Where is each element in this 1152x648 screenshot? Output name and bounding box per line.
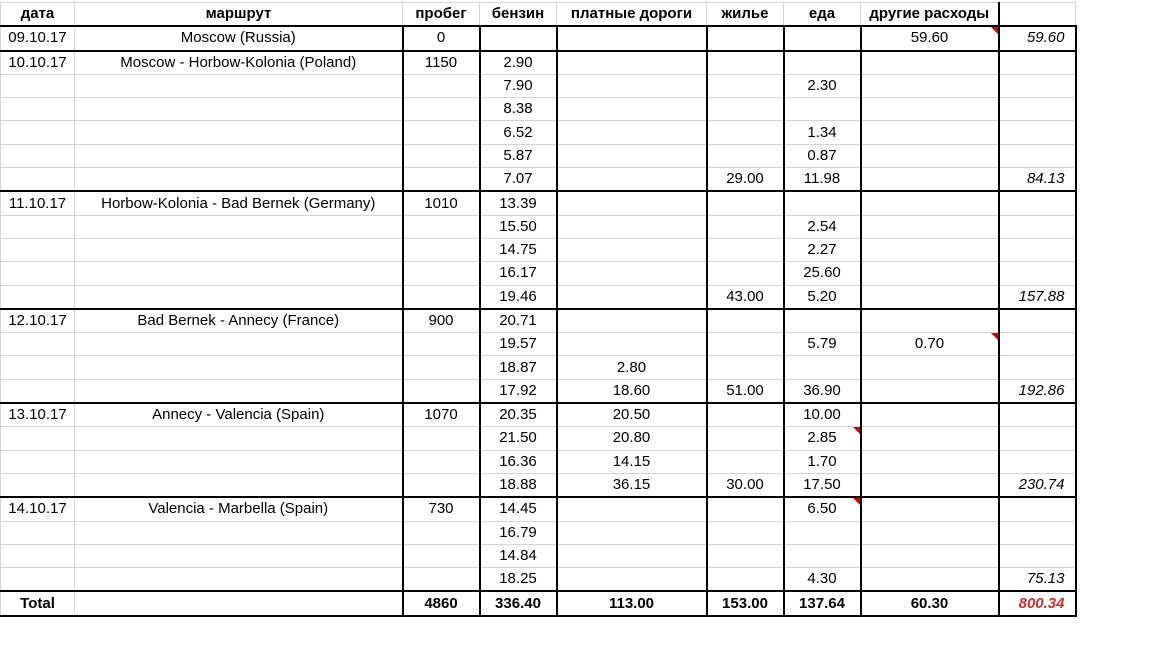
table-row (1, 144, 1076, 167)
mileage-cell[interactable]: 0 (403, 26, 480, 50)
other-cell[interactable] (861, 521, 999, 544)
tolls-cell[interactable] (557, 121, 707, 144)
route-cell[interactable]: Bad Bernek - Annecy (France) (75, 309, 403, 333)
food-cell[interactable]: 2.27 (784, 238, 861, 261)
fuel-cell[interactable]: 18.25 (480, 568, 557, 592)
housing-cell[interactable] (707, 238, 784, 261)
fuel-cell[interactable]: 6.52 (480, 121, 557, 144)
food-cell[interactable]: 2.30 (784, 74, 861, 97)
tolls-cell[interactable] (557, 262, 707, 285)
food-cell[interactable]: 25.60 (784, 262, 861, 285)
housing-cell[interactable] (707, 121, 784, 144)
other-cell[interactable] (861, 379, 999, 403)
date-cell[interactable] (1, 98, 75, 121)
other-cell[interactable] (861, 356, 999, 379)
other-cell[interactable] (861, 74, 999, 97)
tolls-cell[interactable]: 36.15 (557, 473, 707, 497)
day-sum-cell[interactable] (999, 215, 1076, 238)
food-cell[interactable]: 5.79 (784, 333, 861, 356)
fuel-cell[interactable]: 2.90 (480, 51, 557, 75)
food-cell[interactable]: 36.90 (784, 379, 861, 403)
date-cell[interactable] (1, 121, 75, 144)
day-sum-cell[interactable] (999, 497, 1076, 521)
table-row (1, 427, 1076, 450)
mileage-cell[interactable] (403, 568, 480, 592)
food-cell[interactable]: 6.50 (784, 497, 861, 521)
fuel-cell[interactable]: 19.46 (480, 285, 557, 309)
table-row (1, 450, 1076, 473)
route-cell[interactable]: Moscow (Russia) (75, 26, 403, 50)
comment-marker-icon[interactable] (853, 498, 860, 505)
mileage-cell[interactable] (403, 521, 480, 544)
mileage-cell[interactable] (403, 544, 480, 567)
housing-cell[interactable] (707, 144, 784, 167)
mileage-cell[interactable] (403, 168, 480, 192)
date-cell[interactable]: 10.10.17 (1, 51, 75, 75)
day-sum-cell[interactable] (999, 403, 1076, 427)
route-cell[interactable] (75, 333, 403, 356)
date-cell[interactable] (1, 356, 75, 379)
food-cell[interactable] (784, 309, 861, 333)
tolls-cell[interactable] (557, 191, 707, 215)
date-cell[interactable] (1, 262, 75, 285)
header-housing[interactable]: жилье (707, 3, 784, 27)
date-cell[interactable] (1, 333, 75, 356)
date-cell[interactable] (1, 450, 75, 473)
route-cell[interactable] (75, 521, 403, 544)
other-cell[interactable]: 59.60 (861, 26, 999, 50)
day-sum-cell[interactable] (999, 356, 1076, 379)
mileage-cell[interactable] (403, 285, 480, 309)
route-cell[interactable] (75, 215, 403, 238)
food-cell[interactable] (784, 191, 861, 215)
mileage-cell[interactable]: 1150 (403, 51, 480, 75)
food-cell[interactable] (784, 356, 861, 379)
day-sum-cell[interactable]: 75.13 (999, 568, 1076, 592)
day-sum-cell[interactable]: 230.74 (999, 473, 1076, 497)
day-sum-cell[interactable] (999, 309, 1076, 333)
mileage-cell[interactable] (403, 450, 480, 473)
header-row (1, 3, 1076, 27)
food-cell[interactable] (784, 544, 861, 567)
route-cell[interactable] (75, 568, 403, 592)
table-row (1, 356, 1076, 379)
total-other[interactable]: 60.30 (861, 591, 999, 615)
mileage-cell[interactable] (403, 427, 480, 450)
tolls-cell[interactable] (557, 333, 707, 356)
fuel-cell[interactable]: 20.71 (480, 309, 557, 333)
date-cell[interactable]: 09.10.17 (1, 26, 75, 50)
other-cell[interactable] (861, 238, 999, 261)
mileage-cell[interactable] (403, 356, 480, 379)
route-cell[interactable] (75, 262, 403, 285)
mileage-cell[interactable] (403, 473, 480, 497)
other-cell[interactable] (861, 215, 999, 238)
food-cell[interactable]: 10.00 (784, 403, 861, 427)
other-cell[interactable] (861, 51, 999, 75)
other-cell[interactable] (861, 403, 999, 427)
grand-total[interactable]: 800.34 (999, 591, 1076, 615)
total-food[interactable]: 137.64 (784, 591, 861, 615)
tolls-cell[interactable] (557, 285, 707, 309)
sheet-body (1, 26, 1076, 591)
other-cell[interactable] (861, 568, 999, 592)
tolls-cell[interactable] (557, 521, 707, 544)
table-row (1, 521, 1076, 544)
table-row (1, 74, 1076, 97)
table-row (1, 285, 1076, 309)
housing-cell[interactable] (707, 98, 784, 121)
day-sum-cell[interactable] (999, 144, 1076, 167)
route-cell[interactable] (75, 285, 403, 309)
day-sum-cell[interactable] (999, 427, 1076, 450)
tolls-cell[interactable] (557, 51, 707, 75)
table-row (1, 168, 1076, 192)
header-date[interactable]: дата (1, 3, 75, 27)
route-cell[interactable] (75, 98, 403, 121)
table-row (1, 309, 1076, 333)
mileage-cell[interactable] (403, 98, 480, 121)
food-cell[interactable]: 4.30 (784, 568, 861, 592)
date-cell[interactable] (1, 568, 75, 592)
housing-cell[interactable] (707, 333, 784, 356)
table-row (1, 121, 1076, 144)
food-cell[interactable]: 2.54 (784, 215, 861, 238)
tolls-cell[interactable] (557, 168, 707, 192)
header-mileage[interactable]: пробег (403, 3, 480, 27)
date-cell[interactable] (1, 238, 75, 261)
comment-marker-icon[interactable] (991, 27, 998, 34)
route-cell[interactable]: Annecy - Valencia (Spain) (75, 403, 403, 427)
other-cell[interactable] (861, 144, 999, 167)
other-cell[interactable] (861, 497, 999, 521)
route-cell[interactable] (75, 121, 403, 144)
route-cell[interactable] (75, 379, 403, 403)
housing-cell[interactable] (707, 51, 784, 75)
header-route[interactable]: маршрут (75, 3, 403, 27)
fuel-cell[interactable]: 16.17 (480, 262, 557, 285)
food-cell[interactable]: 0.87 (784, 144, 861, 167)
date-cell[interactable] (1, 168, 75, 192)
date-cell[interactable] (1, 144, 75, 167)
tolls-cell[interactable] (557, 544, 707, 567)
mileage-cell[interactable] (403, 215, 480, 238)
table-row (1, 51, 1076, 75)
tolls-cell[interactable]: 20.80 (557, 427, 707, 450)
date-cell[interactable] (1, 521, 75, 544)
fuel-cell[interactable]: 8.38 (480, 98, 557, 121)
total-tolls[interactable]: 113.00 (557, 591, 707, 615)
housing-cell[interactable]: 43.00 (707, 285, 784, 309)
tolls-cell[interactable] (557, 497, 707, 521)
mileage-cell[interactable]: 1070 (403, 403, 480, 427)
mileage-cell[interactable]: 1010 (403, 191, 480, 215)
housing-cell[interactable] (707, 497, 784, 521)
day-sum-cell[interactable] (999, 333, 1076, 356)
fuel-cell[interactable]: 15.50 (480, 215, 557, 238)
tolls-cell[interactable] (557, 309, 707, 333)
other-cell[interactable] (861, 450, 999, 473)
tolls-cell[interactable] (557, 26, 707, 50)
food-cell[interactable] (784, 521, 861, 544)
fuel-cell[interactable]: 17.92 (480, 379, 557, 403)
fuel-cell[interactable]: 19.57 (480, 333, 557, 356)
fuel-cell[interactable] (480, 26, 557, 50)
other-cell[interactable]: 0.70 (861, 333, 999, 356)
route-cell[interactable]: Horbow-Kolonia - Bad Bernek (Germany) (75, 191, 403, 215)
date-cell[interactable] (1, 74, 75, 97)
day-sum-cell[interactable] (999, 51, 1076, 75)
route-cell[interactable] (75, 168, 403, 192)
fuel-cell[interactable]: 21.50 (480, 427, 557, 450)
date-cell[interactable]: 13.10.17 (1, 403, 75, 427)
fuel-cell[interactable]: 5.87 (480, 144, 557, 167)
other-cell[interactable] (861, 262, 999, 285)
tolls-cell[interactable] (557, 98, 707, 121)
fuel-cell[interactable]: 18.87 (480, 356, 557, 379)
housing-cell[interactable]: 29.00 (707, 168, 784, 192)
fuel-cell[interactable]: 20.35 (480, 403, 557, 427)
tolls-cell[interactable] (557, 568, 707, 592)
mileage-cell[interactable] (403, 262, 480, 285)
other-cell[interactable] (861, 168, 999, 192)
mileage-cell[interactable] (403, 238, 480, 261)
mileage-cell[interactable]: 730 (403, 497, 480, 521)
housing-cell[interactable] (707, 568, 784, 592)
route-cell[interactable] (75, 473, 403, 497)
date-cell[interactable] (1, 215, 75, 238)
food-cell[interactable]: 17.50 (784, 473, 861, 497)
food-cell[interactable]: 5.20 (784, 285, 861, 309)
expense-sheet (0, 2, 1077, 617)
date-cell[interactable] (1, 544, 75, 567)
other-cell[interactable] (861, 427, 999, 450)
fuel-cell[interactable]: 13.39 (480, 191, 557, 215)
date-cell[interactable] (1, 285, 75, 309)
tolls-cell[interactable]: 18.60 (557, 379, 707, 403)
comment-marker-icon[interactable] (853, 427, 860, 434)
tolls-cell[interactable] (557, 144, 707, 167)
date-cell[interactable] (1, 473, 75, 497)
day-sum-cell[interactable]: 192.86 (999, 379, 1076, 403)
fuel-cell[interactable]: 14.84 (480, 544, 557, 567)
fuel-cell[interactable]: 14.45 (480, 497, 557, 521)
other-cell[interactable] (861, 285, 999, 309)
housing-cell[interactable] (707, 262, 784, 285)
tolls-cell[interactable]: 20.50 (557, 403, 707, 427)
date-cell[interactable]: 14.10.17 (1, 497, 75, 521)
table-row (1, 568, 1076, 592)
mileage-cell[interactable]: 900 (403, 309, 480, 333)
housing-cell[interactable] (707, 356, 784, 379)
total-row (1, 591, 1076, 615)
fuel-cell[interactable]: 16.79 (480, 521, 557, 544)
header-sum[interactable] (999, 3, 1076, 27)
other-cell[interactable] (861, 473, 999, 497)
table-row (1, 215, 1076, 238)
header-other[interactable]: другие расходы (861, 3, 999, 27)
fuel-cell[interactable]: 7.90 (480, 74, 557, 97)
table-row (1, 98, 1076, 121)
tolls-cell[interactable] (557, 238, 707, 261)
route-cell[interactable] (75, 450, 403, 473)
total-mileage[interactable]: 4860 (403, 591, 480, 615)
housing-cell[interactable] (707, 74, 784, 97)
table-row (1, 191, 1076, 215)
route-cell[interactable]: Moscow - Horbow-Kolonia (Poland) (75, 51, 403, 75)
route-cell[interactable] (75, 544, 403, 567)
date-cell[interactable] (1, 379, 75, 403)
header-tolls[interactable]: платные дороги (557, 3, 707, 27)
food-cell[interactable]: 2.85 (784, 427, 861, 450)
mileage-cell[interactable] (403, 74, 480, 97)
fuel-cell[interactable]: 16.36 (480, 450, 557, 473)
table-row (1, 473, 1076, 497)
day-sum-cell[interactable]: 84.13 (999, 168, 1076, 192)
other-cell[interactable] (861, 544, 999, 567)
other-cell[interactable] (861, 309, 999, 333)
housing-cell[interactable] (707, 26, 784, 50)
day-sum-cell[interactable] (999, 521, 1076, 544)
housing-cell[interactable] (707, 215, 784, 238)
food-cell[interactable] (784, 51, 861, 75)
table-row (1, 544, 1076, 567)
day-sum-cell[interactable] (999, 191, 1076, 215)
route-cell[interactable] (75, 427, 403, 450)
housing-cell[interactable] (707, 544, 784, 567)
table-row (1, 333, 1076, 356)
route-cell[interactable] (75, 144, 403, 167)
table-row (1, 379, 1076, 403)
tolls-cell[interactable]: 2.80 (557, 356, 707, 379)
route-cell[interactable] (75, 356, 403, 379)
day-sum-cell[interactable] (999, 238, 1076, 261)
housing-cell[interactable] (707, 427, 784, 450)
comment-marker-icon[interactable] (991, 333, 998, 340)
day-sum-cell[interactable] (999, 544, 1076, 567)
total-fuel[interactable]: 336.40 (480, 591, 557, 615)
table-row (1, 262, 1076, 285)
day-sum-cell[interactable] (999, 262, 1076, 285)
mileage-cell[interactable] (403, 121, 480, 144)
food-cell[interactable] (784, 26, 861, 50)
housing-cell[interactable]: 51.00 (707, 379, 784, 403)
fuel-cell[interactable]: 18.88 (480, 473, 557, 497)
other-cell[interactable] (861, 191, 999, 215)
day-sum-cell[interactable] (999, 98, 1076, 121)
housing-cell[interactable] (707, 191, 784, 215)
housing-cell[interactable] (707, 450, 784, 473)
tolls-cell[interactable] (557, 74, 707, 97)
date-cell[interactable] (1, 427, 75, 450)
table-row (1, 403, 1076, 427)
table-row (1, 238, 1076, 261)
date-cell[interactable]: 12.10.17 (1, 309, 75, 333)
food-cell[interactable]: 11.98 (784, 168, 861, 192)
mileage-cell[interactable] (403, 144, 480, 167)
tolls-cell[interactable] (557, 215, 707, 238)
other-cell[interactable] (861, 121, 999, 144)
table-row (1, 497, 1076, 521)
header-fuel[interactable]: бензин (480, 3, 557, 27)
day-sum-cell[interactable]: 157.88 (999, 285, 1076, 309)
mileage-cell[interactable] (403, 333, 480, 356)
housing-cell[interactable] (707, 309, 784, 333)
housing-cell[interactable] (707, 521, 784, 544)
food-cell[interactable]: 1.34 (784, 121, 861, 144)
day-sum-cell[interactable] (999, 74, 1076, 97)
total-housing[interactable]: 153.00 (707, 591, 784, 615)
housing-cell[interactable] (707, 403, 784, 427)
housing-cell[interactable]: 30.00 (707, 473, 784, 497)
total-route-cell[interactable] (75, 591, 403, 615)
food-cell[interactable] (784, 98, 861, 121)
other-cell[interactable] (861, 98, 999, 121)
fuel-cell[interactable]: 14.75 (480, 238, 557, 261)
fuel-cell[interactable]: 7.07 (480, 168, 557, 192)
table-row (1, 26, 1076, 50)
mileage-cell[interactable] (403, 379, 480, 403)
route-cell[interactable] (75, 238, 403, 261)
total-label[interactable]: Total (1, 591, 75, 615)
header-food[interactable]: еда (784, 3, 861, 27)
food-cell[interactable]: 1.70 (784, 450, 861, 473)
day-sum-cell[interactable] (999, 121, 1076, 144)
day-sum-cell[interactable] (999, 450, 1076, 473)
route-cell[interactable] (75, 74, 403, 97)
tolls-cell[interactable]: 14.15 (557, 450, 707, 473)
date-cell[interactable]: 11.10.17 (1, 191, 75, 215)
day-sum-cell[interactable]: 59.60 (999, 26, 1076, 50)
route-cell[interactable]: Valencia - Marbella (Spain) (75, 497, 403, 521)
